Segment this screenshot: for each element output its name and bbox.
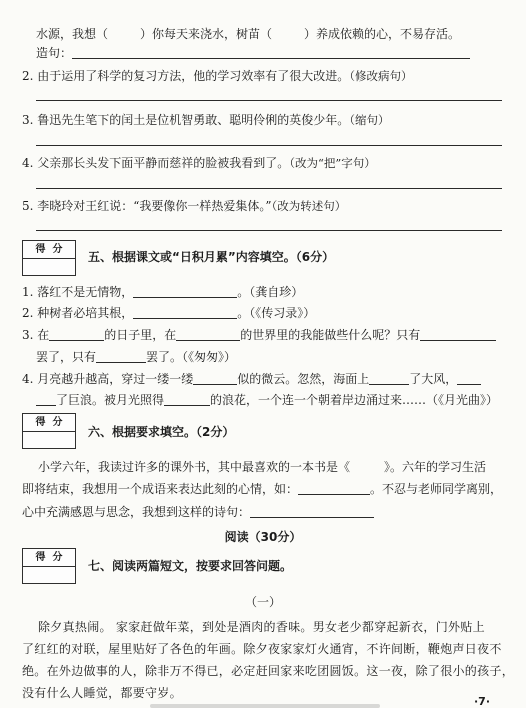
answer-blank — [457, 373, 481, 385]
fill-item-3 — [22, 328, 496, 342]
section-7-title: 七、阅读两篇短文，按要求回答问题。 — [88, 559, 293, 573]
rewrite-question — [22, 113, 390, 127]
answer-blank — [420, 329, 496, 341]
question-task: （改为转述句） — [271, 199, 347, 213]
reading-section-header: 阅读（30分） — [224, 530, 302, 544]
passage-line: 了红红的对联，屋里贴好了各色的年画。除夕夜家家灯火通宵，不许间断，鞭炮声日夜不 — [22, 642, 502, 656]
question-text: 4. 父亲那长头发下面平静而慈祥的脸被我看到了。 — [22, 156, 290, 170]
paragraph-text: 即将结束，我想用一个成语来表达此刻的心情，如： — [22, 482, 299, 496]
question-task: （修改病句） — [349, 69, 413, 83]
score-box-label: 得 分 — [23, 241, 75, 259]
paragraph-text: 。不忍与老师同学离别， — [370, 482, 503, 496]
item-text: 了大风， — [409, 372, 458, 386]
fill-item-3-continued — [36, 350, 236, 364]
answer-blank — [133, 286, 237, 298]
question-text: 2. 由于运用了科学的复习方法，他的学习效率有了很大改进。 — [22, 69, 350, 83]
item-text: 。（《传习录》） — [237, 306, 316, 320]
question-text: 5. 李晓玲对王红说：“我要像你一样热爱集体。” — [22, 199, 272, 213]
answer-blank — [133, 307, 237, 319]
answer-blank — [72, 47, 470, 59]
make-sentence-label: 造句： — [36, 46, 73, 60]
item-text: 2. 种树者必培其根， — [22, 306, 134, 320]
answer-blank — [49, 329, 104, 341]
paragraph-text: 小学六年，我读过许多的课外书，其中最喜欢的一本书是《 — [38, 460, 351, 474]
answer-blank — [164, 394, 210, 406]
item-text: 。（龚自珍） — [237, 285, 304, 299]
question-task: （缩句） — [349, 113, 390, 127]
item-text: 的日子里，在 — [104, 328, 177, 342]
sentence-text: 水源，我想（ — [36, 27, 109, 41]
item-text: 的浪花，一个连一个朝着岸边涌过来……（《月光曲》） — [210, 393, 499, 407]
item-text: 4. 月亮越升越高，穿过一缕一缕 — [22, 372, 194, 386]
answer-line — [36, 230, 502, 231]
answer-line — [36, 145, 502, 146]
score-box — [22, 413, 76, 449]
section-5-title: 五、根据课文或“日积月累”内容填空。（6分） — [88, 250, 335, 264]
rewrite-question — [22, 156, 376, 170]
sentence-text: ）你每天来浇水，树苗（ — [140, 27, 273, 41]
paragraph-text: 心中充满感恩与思念，我想到这样的诗句： — [22, 505, 251, 519]
passage-label: （一） — [244, 595, 281, 609]
score-box-cell — [23, 259, 75, 276]
item-text: 了巨浪。被月光照得 — [56, 393, 165, 407]
score-box-cell — [23, 567, 75, 584]
item-text: 罢了，只有 — [36, 350, 97, 364]
item-text: 罢了。（《匆匆》） — [146, 350, 237, 364]
question-text: 3. 鲁迅先生笔下的闰土是位机智勇敢、聪明伶俐的英俊少年。 — [22, 113, 350, 127]
rewrite-question — [22, 199, 346, 213]
paragraph-line — [38, 460, 486, 474]
answer-blank — [176, 329, 240, 341]
paragraph-text: 》。六年的学习生活 — [384, 460, 487, 474]
answer-blank — [250, 506, 374, 518]
fill-item-1 — [22, 285, 303, 299]
answer-blank — [36, 394, 56, 406]
item-text: 3. 在 — [22, 328, 50, 342]
paragraph-line — [22, 482, 502, 496]
make-sentence-row — [36, 46, 470, 60]
passage-line: 没有什么人睡觉，都要守岁。 — [22, 686, 182, 700]
passage-line: 除夕真热闹。 家家赶做年菜，到处是酒肉的香味。男女老少都穿起新衣，门外贴上 — [38, 620, 485, 634]
paragraph-line — [22, 505, 374, 519]
score-box-cell — [23, 432, 75, 449]
item-text: 的世界里的我能做些什么呢？只有 — [240, 328, 421, 342]
answer-blank — [298, 483, 370, 495]
fill-item-4 — [22, 372, 481, 386]
page-number: ·7· — [474, 695, 491, 708]
rewrite-question — [22, 69, 413, 83]
item-text: 1. 落红不是无情物， — [22, 285, 134, 299]
item-text: 似的微云。忽然，海面上 — [237, 372, 370, 386]
passage-line: 绝。在外边做事的人，除非万不得已，必定赶回家来吃团圆饭。这一夜，除了很小的孩子， — [22, 664, 515, 678]
score-box — [22, 548, 76, 584]
score-box-label: 得 分 — [23, 414, 75, 432]
section-6-title: 六、根据要求填空。（2分） — [88, 425, 235, 439]
answer-blank — [96, 351, 146, 363]
book-title-blank — [350, 462, 384, 473]
question-task: （改为“把”字句） — [289, 156, 376, 170]
score-box-label: 得 分 — [23, 549, 75, 567]
score-box — [22, 240, 76, 276]
paren-blank — [108, 29, 140, 40]
answer-blank — [369, 373, 409, 385]
fill-item-4-continued — [36, 393, 498, 407]
footer-print-mark — [150, 704, 380, 708]
fill-parentheses-sentence — [36, 27, 460, 41]
answer-line — [36, 188, 502, 189]
answer-line — [36, 100, 502, 101]
sentence-text: ）养成依赖的心，不易存活。 — [304, 27, 461, 41]
fill-item-2 — [22, 306, 315, 320]
paren-blank — [272, 29, 304, 40]
answer-blank — [193, 373, 237, 385]
